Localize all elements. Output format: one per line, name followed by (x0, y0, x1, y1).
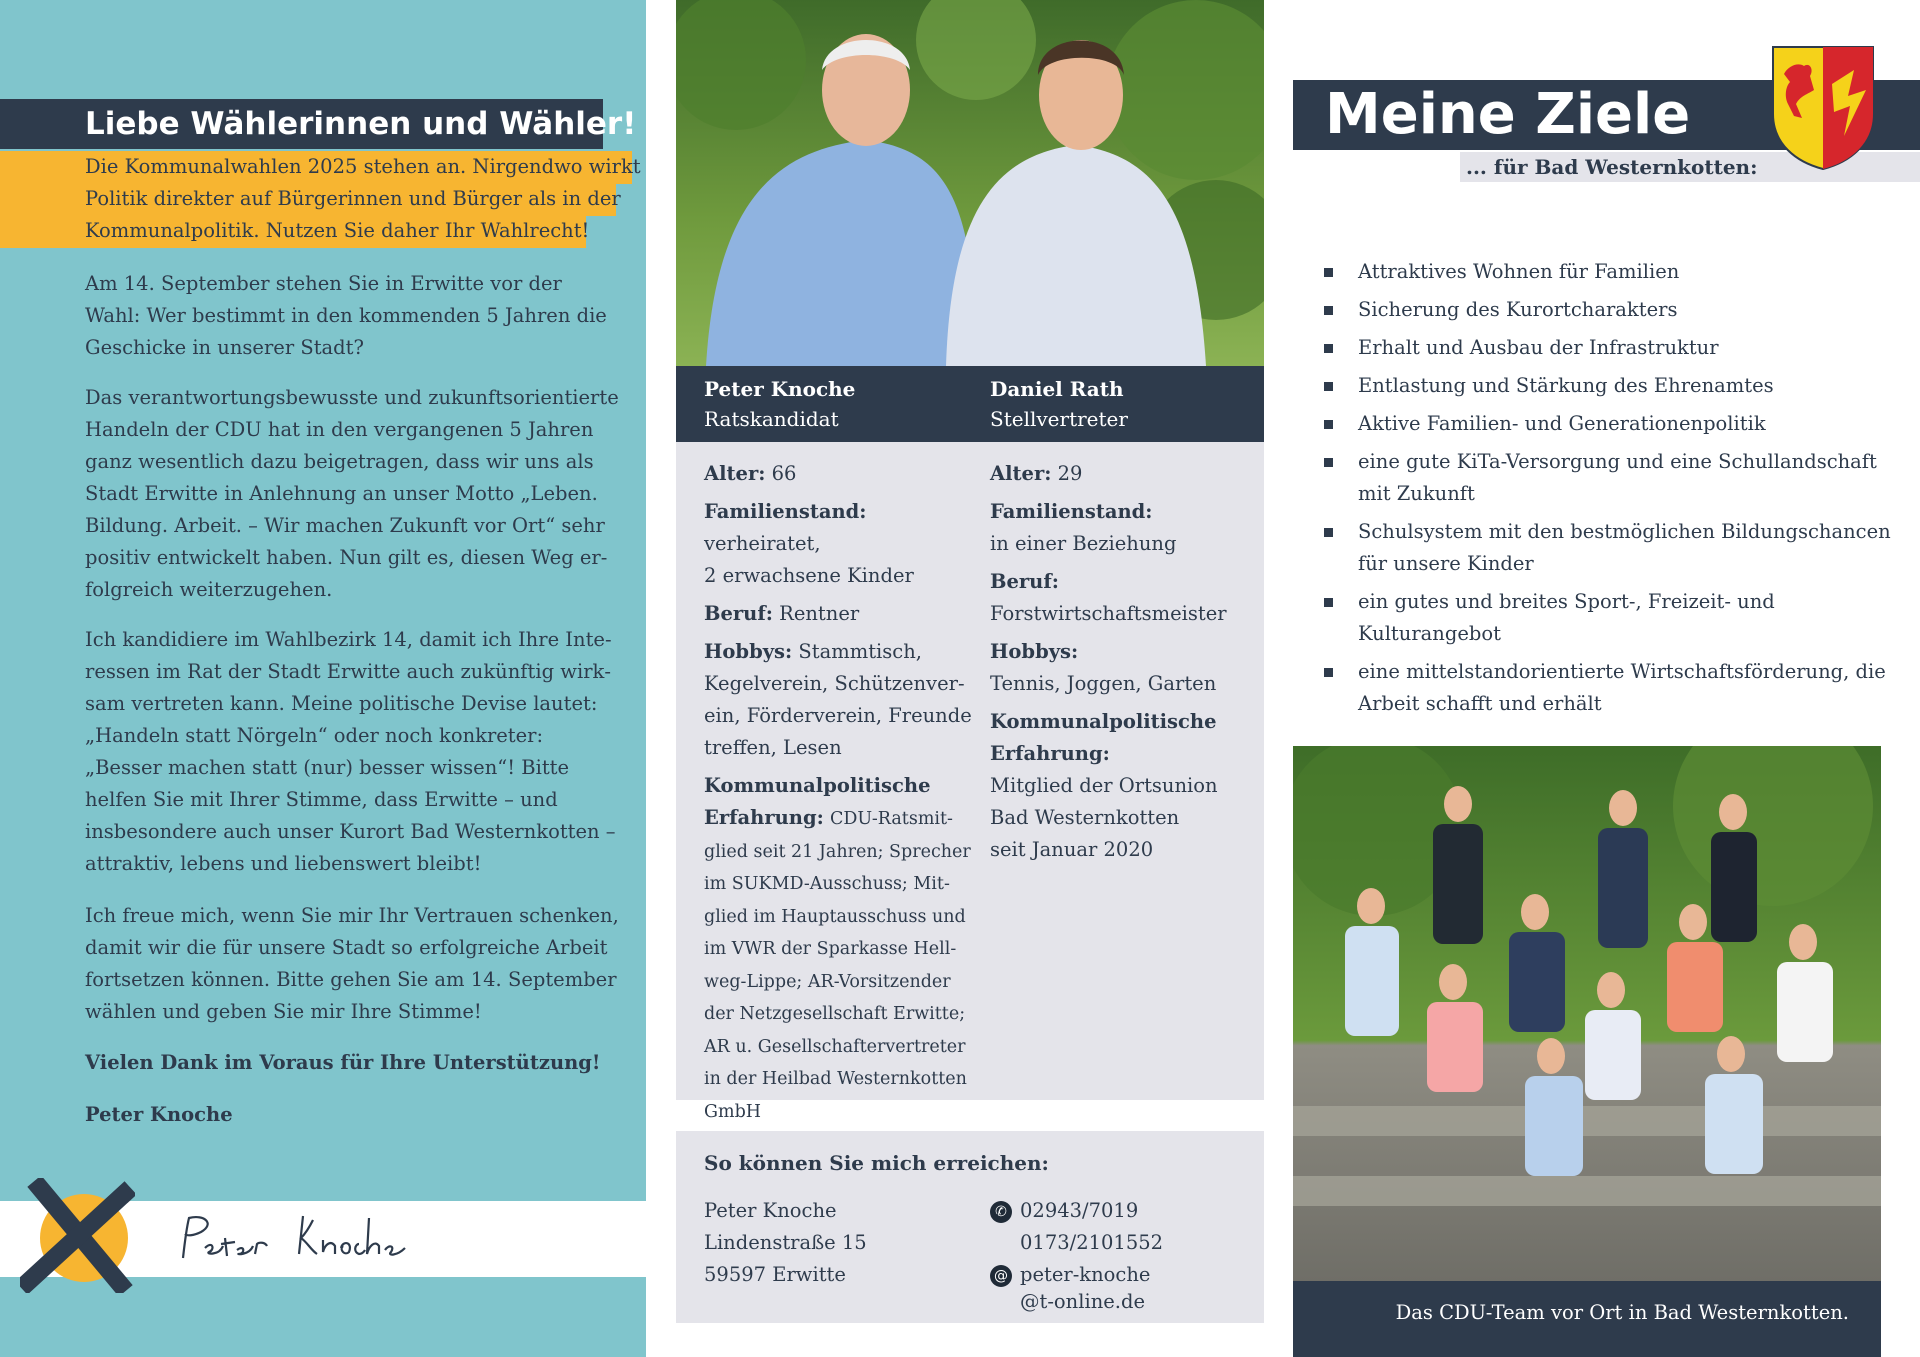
candidate-2-info (990, 458, 1250, 872)
phone-number[interactable]: 02943/7019 (1020, 1199, 1139, 1222)
goals-title: Meine Ziele (1293, 80, 1920, 150)
contact-title: So können Sie mich erreichen: (704, 1151, 1049, 1175)
mobile-number[interactable]: 0173/2101552 (1020, 1231, 1164, 1254)
value-job: Forstwirtschaftsmeister (990, 602, 1227, 625)
candidate-header-bar (676, 366, 1264, 442)
label-family: Familienstand: (704, 500, 867, 523)
at-icon: @ (990, 1265, 1012, 1287)
label-job: Beruf: (990, 570, 1059, 593)
value-job: Rentner (779, 602, 860, 625)
list-item: eine mittelstandorientierte Wirtschaftsförderung, die Arbeit schafft und erhält (1322, 656, 1912, 720)
value-experience: Bad Westernkotten (990, 806, 1180, 829)
list-item: Entlastung und Stärkung des Ehrenamtes (1322, 370, 1912, 402)
letter-paragraph: Am 14. September stehen Sie in Erwitte vor der Wahl: Wer bestimmt in den kommenden 5 Jahren die Geschicke in unserer Stadt? (85, 272, 607, 359)
value-family: in einer Beziehung (990, 532, 1177, 555)
value-hobbies: Stammtisch, Kegelverein, Schützenverein, Förderverein, Freunde treffen, Lesen (704, 640, 972, 759)
list-item: Erhalt und Ausbau der Infrastruktur (1322, 332, 1912, 364)
label-age: Alter: (990, 462, 1052, 485)
value-age: 29 (1057, 462, 1083, 485)
letter-paragraph: Das verantwortungsbewusste und zukunftsorientierte Handeln der CDU hat in den vergangenen 5 Jahren ganz wesentlich dazu beigetragen, dass wir uns als Stadt Erwitte in Anlehnung an unser Motto „Leben. Bildung. Arbeit. – Wir machen Zukunft vor Ort“ sehr positiv entwickelt haben. Nun gilt es, diesen Weg erfolgreich weiterzugehen. (85, 386, 619, 601)
contact-address (704, 1195, 867, 1291)
bullet-icon (1324, 598, 1333, 607)
email-line[interactable]: peter-knoche (1020, 1263, 1151, 1286)
value-experience: Mitglied der Ortsunion (990, 774, 1218, 797)
team-caption-bar (1293, 1281, 1881, 1357)
value-hobbies: Tennis, Joggen, Garten (990, 672, 1217, 695)
bullet-icon (1324, 528, 1333, 537)
label-family: Familienstand: (990, 500, 1153, 523)
label-hobbies: Hobbys: (704, 640, 793, 663)
label-experience: Erfahrung: (990, 742, 1110, 765)
thanks-line: Vielen Dank im Voraus für Ihre Unterstützung! (85, 1051, 601, 1074)
value-family: 2 erwachsene Kinder (704, 564, 914, 587)
label-experience: Kommunalpolitische (704, 774, 931, 797)
candidate-info-box (676, 442, 1264, 1122)
value-age: 66 (771, 462, 797, 485)
label-job: Beruf: (704, 602, 773, 625)
value-experience: seit Januar 2020 (990, 838, 1154, 861)
candidates-photo (676, 0, 1264, 366)
list-item: Sicherung des Kurortcharakters (1322, 294, 1912, 326)
value-family: verheiratet, (704, 532, 821, 555)
goals-subtitle: ... für Bad Westernkotten: (1460, 152, 1920, 182)
bullet-icon (1324, 344, 1333, 353)
address-line: Peter Knoche (704, 1199, 837, 1222)
team-photo (1293, 746, 1881, 1281)
bullet-icon (1324, 382, 1333, 391)
address-line: Lindenstraße 15 (704, 1231, 867, 1254)
signature-image (175, 1210, 435, 1268)
intro-line: Die Kommunalwahlen 2025 stehen an. Nirgendwo wirkt (85, 155, 641, 178)
signoff-name: Peter Knoche (85, 1103, 233, 1126)
bullet-icon (1324, 268, 1333, 277)
letter-paragraph: Ich freue mich, wenn Sie mir Ihr Vertrauen schenken, damit wir die für unsere Stadt so erfolgreiche Arbeit fortsetzen können. Bitte gehen Sie am 14. September wählen und geben Sie mir Ihre Stimme! (85, 904, 619, 1023)
intro-highlight (0, 151, 641, 246)
value-experience: CDU-Ratsmitglied seit 21 Jahren; Sprecher im SUKMD-Ausschuss; Mitglied im Hauptausschuss und im VWR der Sparkasse Hellweg-Lippe; AR-Vorsitzender der Netzgesellschaft Erwitte; AR u. Gesellschaftervertreter in der Heilbad Westernkotten GmbH (704, 809, 971, 1122)
team-caption: Das CDU-Team vor Ort in Bad Westernkotten. (1395, 1301, 1849, 1324)
label-experience: Kommunalpolitische (990, 710, 1217, 733)
list-item: ein gutes und breites Sport-, Freizeit- und Kulturangebot (1322, 586, 1912, 650)
candidate-2-name: Daniel Rath (990, 377, 1124, 401)
letter-panel (0, 0, 646, 1357)
label-experience: Erfahrung: (704, 806, 824, 829)
coat-of-arms-icon (1770, 44, 1876, 172)
intro-text (85, 151, 645, 247)
intro-line: Kommunalpolitik. Nutzen Sie daher Ihr Wahlrecht! (85, 219, 590, 242)
contact-details (990, 1195, 1163, 1313)
phone-icon: ✆ (990, 1201, 1012, 1223)
bullet-icon (1324, 458, 1333, 467)
label-hobbies: Hobbys: (990, 640, 1079, 663)
intro-line: Politik direkter auf Bürgerinnen und Bürger als in der (85, 187, 621, 210)
letter-paragraph: Ich kandidiere im Wahlbezirk 14, damit ich Ihre Interessen im Rat der Stadt Erwitte auch zukünftig wirksam vertreten kann. Meine politische Devise lautet: „Handeln statt Nörgeln“ oder noch konkreter: „Besser machen statt (nur) besser wissen“! Bitte helfen Sie mit Ihrer Stimme, dass Erwitte – und insbesondere auch unser Kurort Bad Westernkotten – attraktiv, lebens und liebenswert bleibt! (85, 628, 616, 875)
bullet-icon (1324, 306, 1333, 315)
list-item: eine gute KiTa-Versorgung und eine Schullandschaft mit Zukunft (1322, 446, 1912, 510)
letter-title: Liebe Wählerinnen und Wähler! (0, 99, 603, 149)
bullet-icon (1324, 668, 1333, 677)
candidate-1-role: Ratskandidat (704, 407, 839, 431)
email-line[interactable]: @t-online.de (1020, 1290, 1146, 1313)
contact-box (676, 1131, 1264, 1323)
label-age: Alter: (704, 462, 766, 485)
list-item: Aktive Familien- und Generationenpolitik (1322, 408, 1912, 440)
candidate-1-name: Peter Knoche (704, 377, 856, 401)
list-item: Schulsystem mit den bestmöglichen Bildungschancen für unsere Kinder (1322, 516, 1912, 580)
vote-cross-icon (20, 1178, 135, 1293)
bullet-icon (1324, 420, 1333, 429)
candidate-1-info (704, 458, 976, 1133)
candidate-2-role: Stellvertreter (990, 407, 1128, 431)
goals-list (1322, 256, 1912, 726)
list-item: Attraktives Wohnen für Familien (1322, 256, 1912, 288)
address-line: 59597 Erwitte (704, 1263, 846, 1286)
